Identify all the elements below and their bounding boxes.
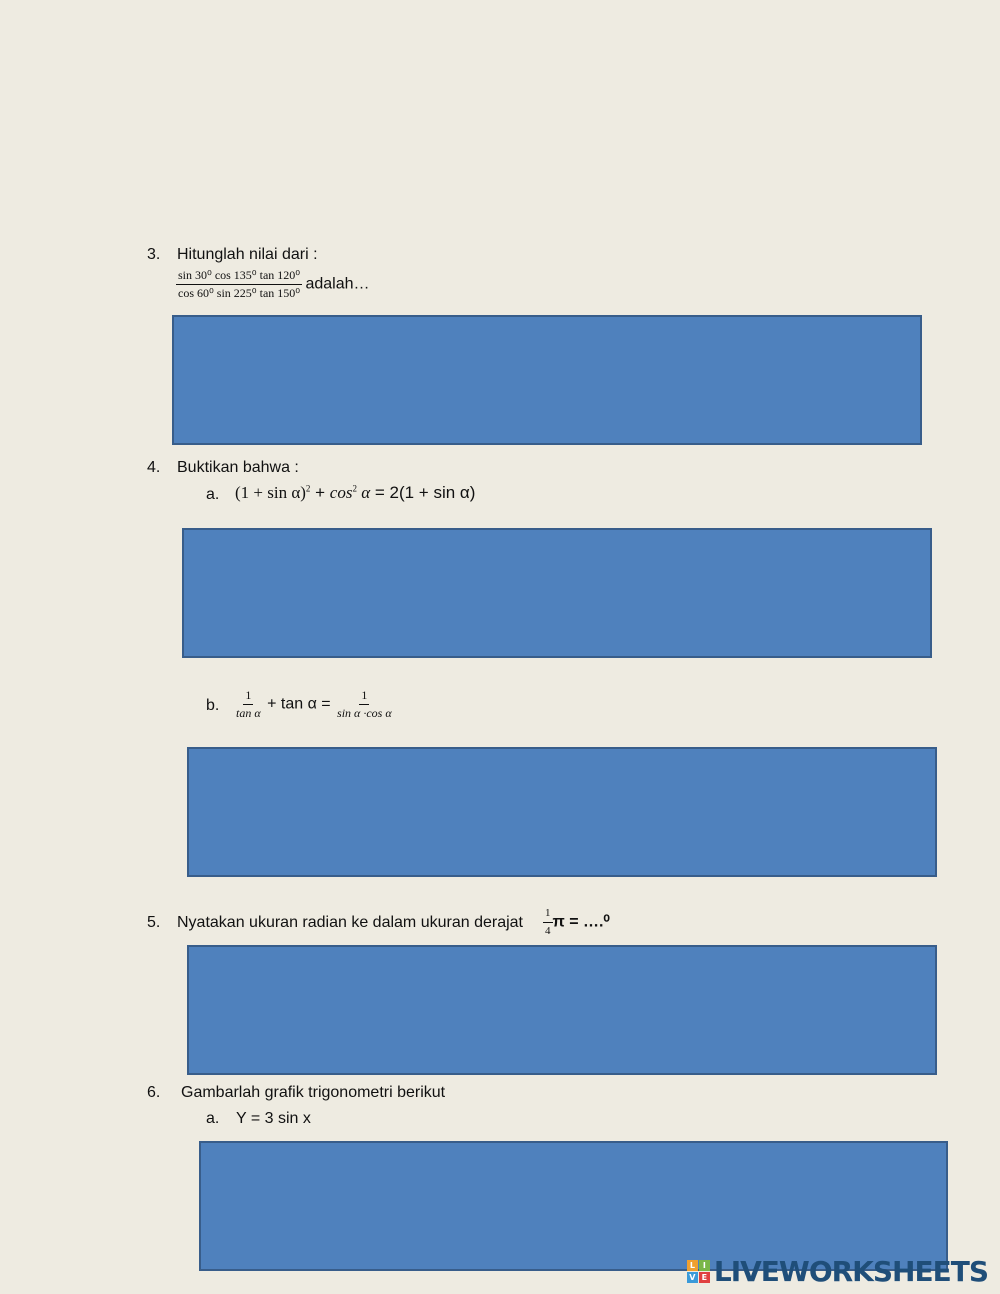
question-3-suffix: adalah… <box>305 275 370 293</box>
fraction-denominator: tan α <box>236 706 261 720</box>
logo-letter-v: V <box>687 1272 698 1283</box>
answer-box-q5[interactable] <box>187 945 937 1075</box>
question-3-fraction <box>176 268 302 301</box>
fraction-denominator: cos 60⁰ sin 225⁰ tan 150⁰ <box>178 286 301 300</box>
fraction-denominator: sin α ·cos α <box>337 706 392 720</box>
plus-sign: + <box>310 483 330 502</box>
logo-letter-l: L <box>687 1260 698 1271</box>
logo-icon <box>687 1260 710 1283</box>
alpha-symbol: α <box>356 483 371 502</box>
question-6-prompt: Gambarlah grafik trigonometri berikut <box>181 1084 446 1101</box>
question-3-prompt: Hitunglah nilai dari : <box>177 246 318 263</box>
question-4a-equation <box>235 483 475 503</box>
pi-expression: π = ….⁰ <box>552 913 610 931</box>
question-5-number: 5. <box>147 914 161 931</box>
question-4b-label: b. <box>206 697 220 714</box>
question-4-number: 4. <box>147 459 161 476</box>
fraction-numerator: sin 30⁰ cos 135⁰ tan 120⁰ <box>176 268 302 285</box>
cos-term: cos <box>329 483 353 502</box>
question-3-number: 3. <box>147 246 161 263</box>
answer-box-q4b[interactable] <box>187 747 937 877</box>
exponent: 2 <box>305 483 311 494</box>
question-6-number: 6. <box>147 1084 161 1101</box>
answer-box-q6a[interactable] <box>199 1141 948 1271</box>
question-6a-label: a. <box>206 1110 220 1127</box>
question-5-answer-expression <box>543 906 610 939</box>
question-4b-equation <box>234 688 394 721</box>
answer-box-q4a[interactable] <box>182 528 932 658</box>
fraction-numerator: 1 <box>543 906 553 923</box>
question-4-prompt: Buktikan bahwa : <box>177 459 299 476</box>
equation-middle: + tan α = <box>262 695 336 713</box>
question-6a-text: Y = 3 sin x <box>236 1110 311 1127</box>
fraction-one-quarter <box>543 906 553 939</box>
logo-letter-i: I <box>699 1260 710 1271</box>
equation-rhs: = 2(1 + sin α) <box>370 483 476 502</box>
logo-letter-e: E <box>699 1272 710 1283</box>
fraction-1-over-tan <box>234 688 263 721</box>
fraction-1-over-sin-cos <box>335 688 394 721</box>
fraction-denominator: 4 <box>545 925 551 937</box>
fraction-numerator: 1 <box>359 688 369 705</box>
equation-lhs: (1 + sin α) <box>235 483 306 502</box>
fraction-numerator: 1 <box>243 688 253 705</box>
answer-box-q3[interactable] <box>172 315 922 445</box>
exponent: 2 <box>352 483 357 494</box>
question-5-prompt: Nyatakan ukuran radian ke dalam ukuran derajat <box>177 914 523 931</box>
logo-text: LIVEWORKSHEETS <box>713 1255 988 1288</box>
question-3-expression <box>176 268 369 301</box>
liveworksheets-logo <box>687 1255 988 1288</box>
question-4a-label: a. <box>206 486 220 503</box>
